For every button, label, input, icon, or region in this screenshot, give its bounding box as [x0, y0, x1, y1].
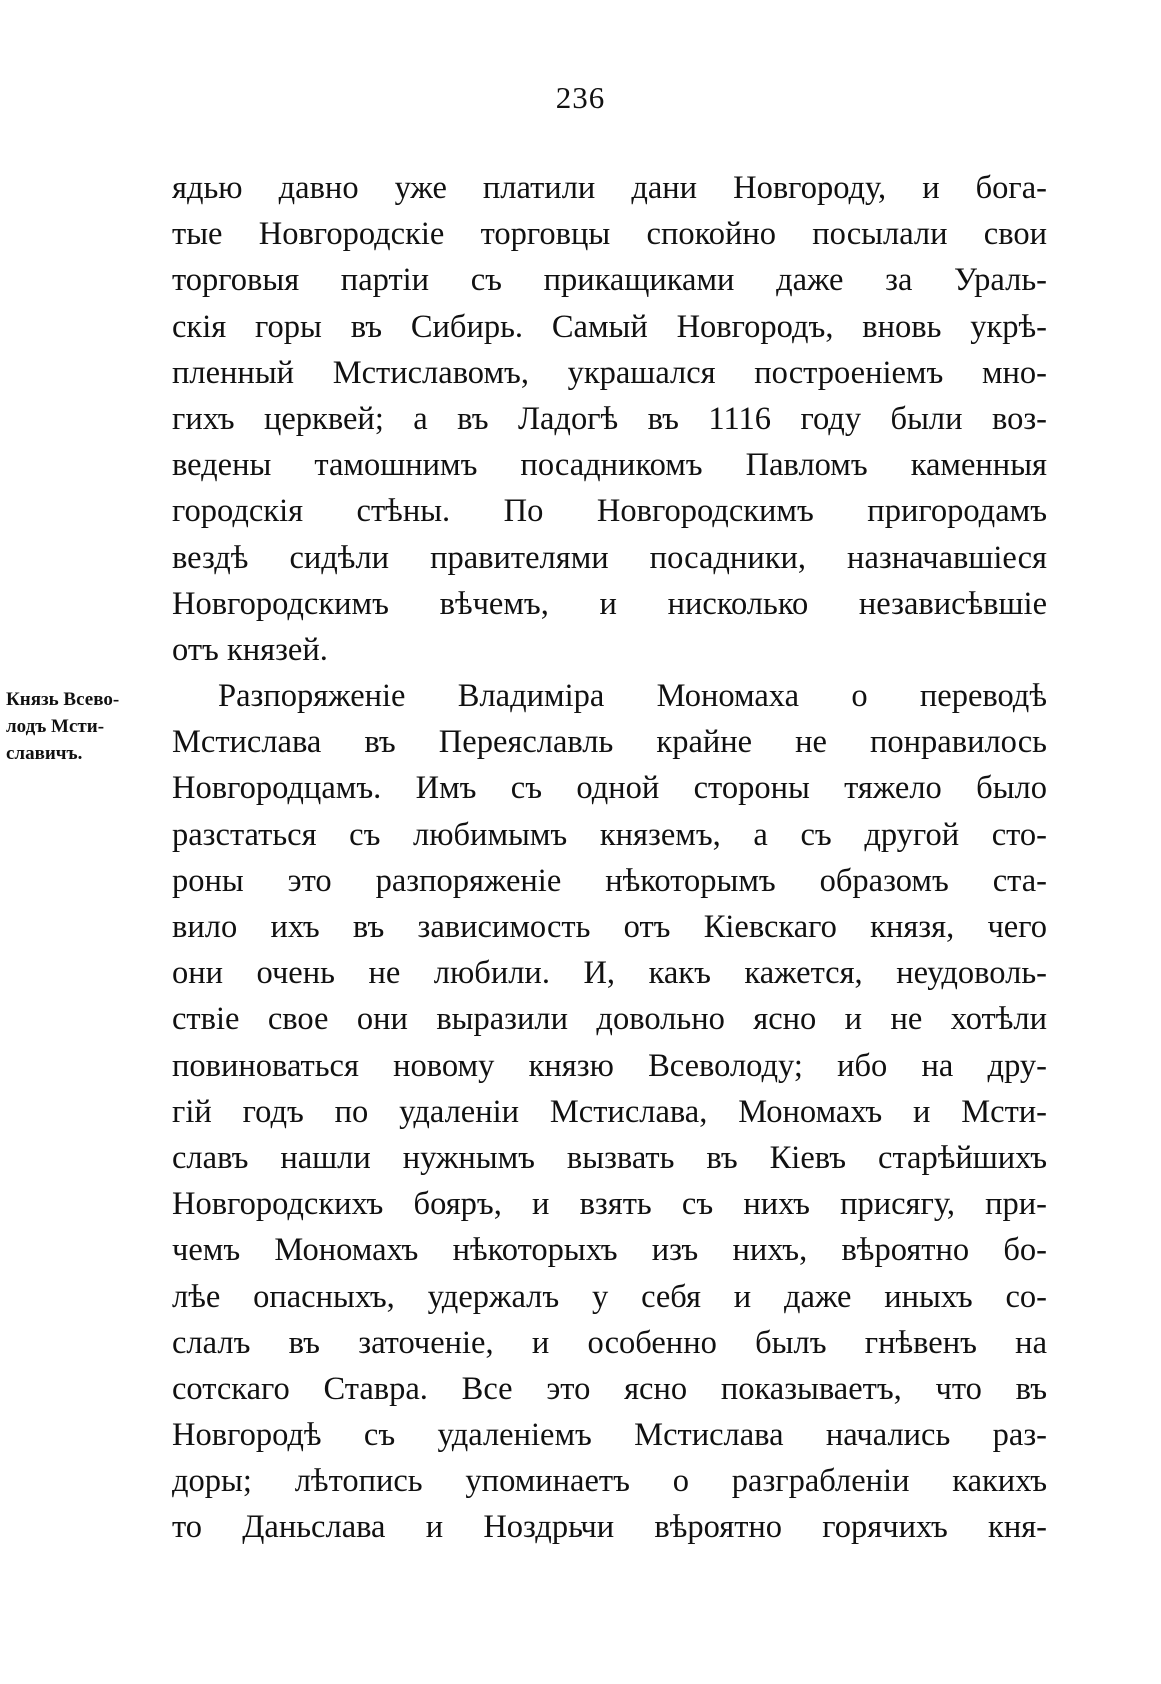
text-line: слалъ въ заточеніе, и особенно былъ гнѣвенъ на — [172, 1324, 1047, 1361]
text-line: Новгородскихъ бояръ, и взять съ нихъ присягу, при- — [172, 1186, 1047, 1223]
text-line: вило ихъ въ зависимость отъ Кіевскаго князя, чего — [172, 909, 1047, 945]
text-line: Новгородскимъ вѣчемъ, и нисколько независѣвшіе — [172, 585, 1047, 622]
text-line: ведены тамошнимъ посадникомъ Павломъ каменныя — [172, 447, 1047, 484]
text-line: скія горы въ Сибирь. Самый Новгородъ, вновь укрѣ- — [172, 308, 1047, 345]
text-line: роны это разпоряженіе нѣкоторымъ образомъ ста- — [172, 862, 1047, 899]
text-line: сотскаго Ставра. Все это ясно показываетъ, что въ — [172, 1370, 1047, 1407]
paragraph-2 — [172, 673, 1047, 1551]
text-line: гій годъ по удаленіи Мстислава, Мономахъ и Мсти- — [172, 1093, 1047, 1130]
text-line: тые Новгородскіе торговцы спокойно посылали свои — [172, 216, 1047, 253]
text-line: доры; лѣтопись упоминаетъ о разграбленіи какихъ — [172, 1463, 1047, 1500]
margin-note-line: славичъ. — [6, 743, 83, 764]
page-number: 236 — [555, 80, 606, 115]
text-line: ядью давно уже платили дани Новгороду, и бога- — [172, 170, 1047, 206]
body-text — [172, 165, 1047, 1551]
margin-note-line: Князь Всево- — [6, 689, 120, 710]
text-line: повиноваться новому князю Всеволоду; ибо на дру- — [172, 1047, 1047, 1084]
margin-note — [6, 686, 166, 767]
text-line: городскія стѣны. По Новгородскимъ пригородамъ — [172, 493, 1047, 530]
text-line: отъ князей. — [172, 631, 328, 668]
text-line: ствіе свое они выразили довольно ясно и не хотѣли — [172, 1001, 1047, 1038]
text-line: разстаться съ любимымъ княземъ, а съ другой сто- — [172, 816, 1047, 853]
text-line: Разпоряженіе Владиміра Мономаха о переводѣ — [218, 678, 1047, 715]
margin-note-line: лодъ Мсти- — [6, 716, 105, 737]
text-line: Новгородѣ съ удаленіемъ Мстислава начались раз- — [172, 1417, 1047, 1454]
text-line: лѣе опасныхъ, удержалъ у себя и даже иныхъ со- — [172, 1278, 1047, 1315]
text-line: пленный Мстиславомъ, украшался построеніемъ мно- — [172, 354, 1047, 391]
text-line: славъ нашли нужнымъ вызвать въ Кіевъ старѣйшихъ — [172, 1139, 1047, 1176]
text-line: чемъ Мономахъ нѣкоторыхъ изъ нихъ, вѣроятно бо- — [172, 1232, 1047, 1269]
text-line: Мстислава въ Переяславль крайне не понравилось — [172, 724, 1047, 761]
text-line: гихъ церквей; а въ Ладогѣ въ 1116 году были воз- — [172, 400, 1047, 437]
text-line: вездѣ сидѣли правителями посадники, назначавшіеся — [172, 539, 1047, 576]
text-line: торговыя партіи съ прикащиками даже за Ураль- — [172, 262, 1047, 299]
text-line: они очень не любили. И, какъ кажется, неудоволь- — [172, 955, 1047, 992]
text-line: Новгородцамъ. Имъ съ одной стороны тяжело было — [172, 770, 1047, 807]
text-line: то Даньслава и Ноздрьчи вѣроятно горячихъ кня- — [172, 1509, 1047, 1546]
paragraph-1 — [172, 165, 1047, 673]
